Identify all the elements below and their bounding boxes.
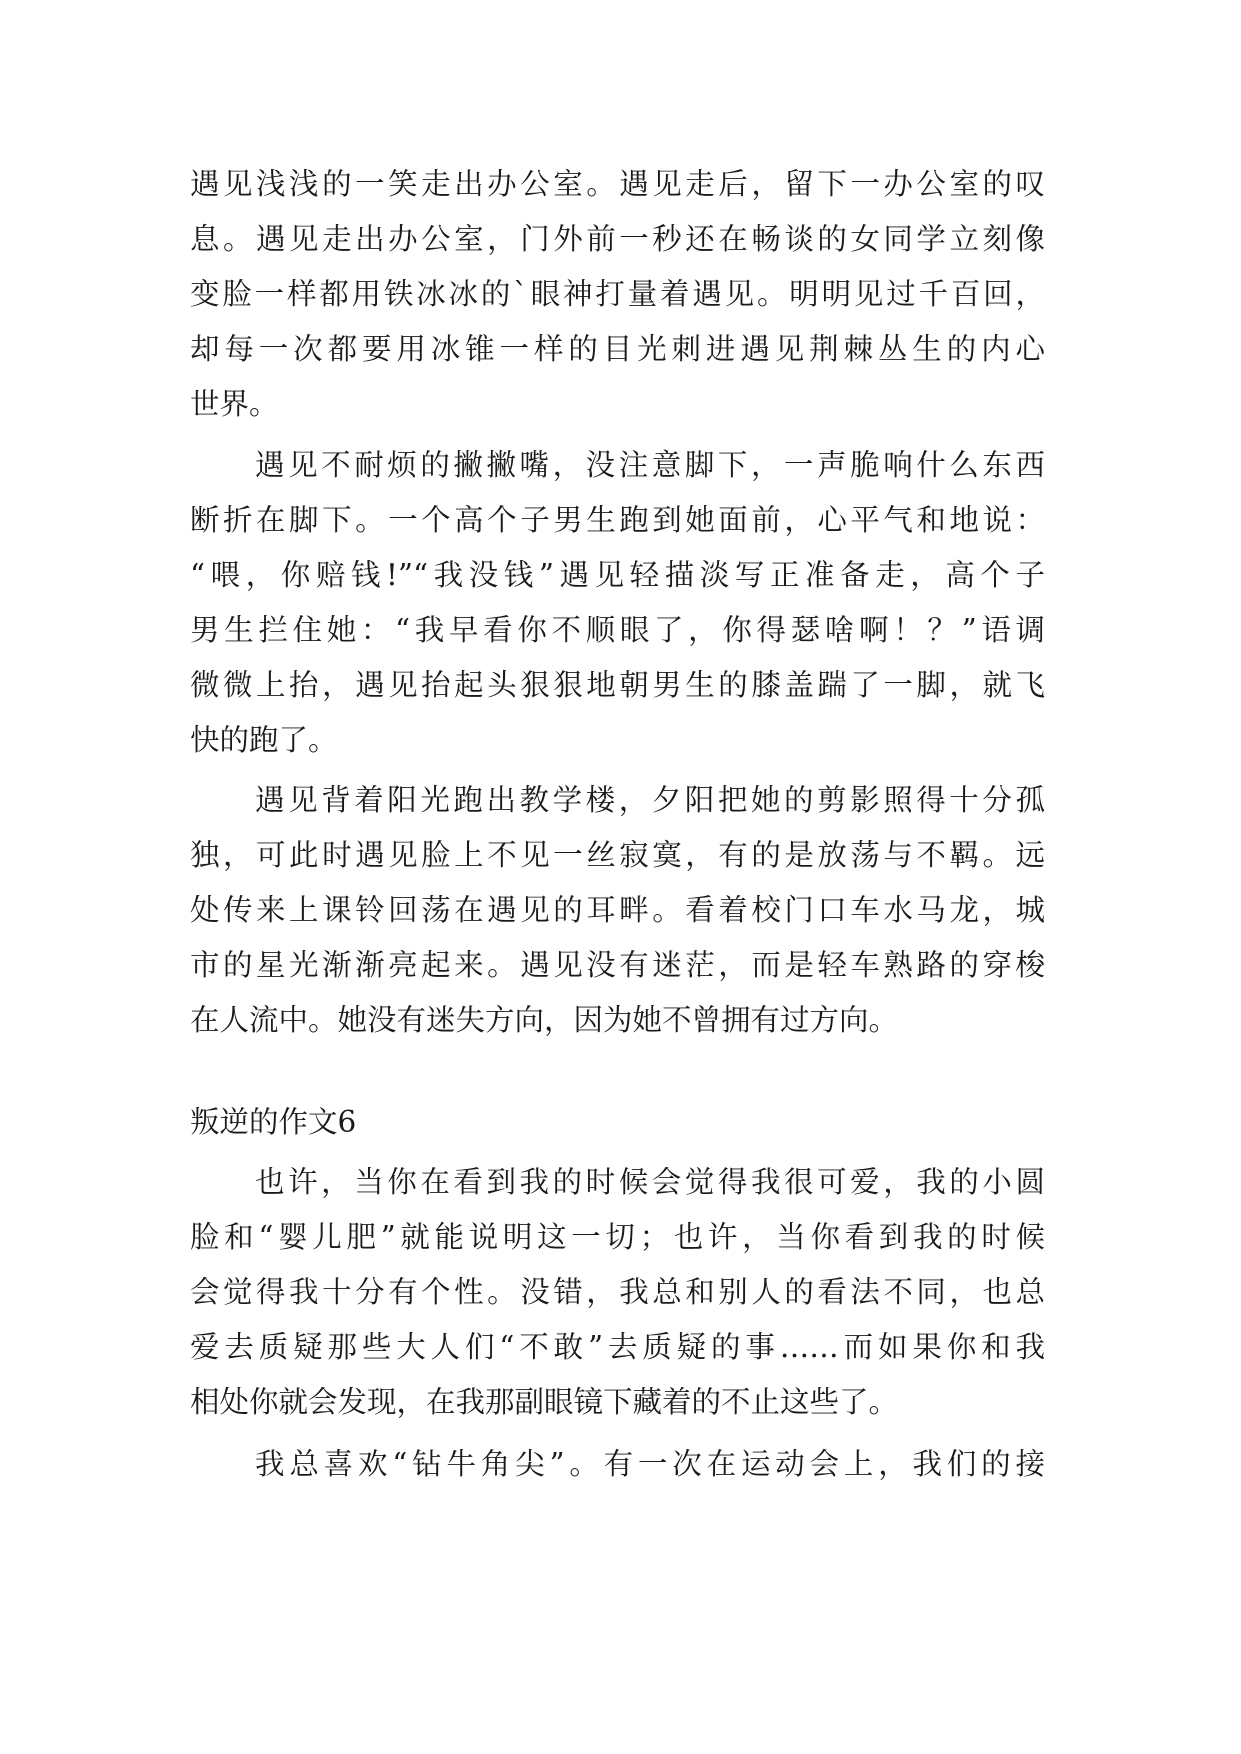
text-line: 男生拦住她：“我早看你不顺眼了，你得瑟啥啊！？”语调 xyxy=(190,613,1045,647)
text-line: 市的星光渐渐亮起来。遇见没有迷茫，而是轻车熟路的穿梭 xyxy=(190,948,1045,982)
text-line: 处传来上课铃回荡在遇见的耳畔。看着校门口车水马龙，城 xyxy=(190,893,1045,927)
text-line: 爱去质疑那些大人们“不敢”去质疑的事……而如果你和我 xyxy=(190,1330,1045,1364)
text-line: 快的跑了。 xyxy=(190,723,338,757)
text-line: 微微上抬，遇见抬起头狠狠地朝男生的膝盖踹了一脚，就飞 xyxy=(190,668,1045,702)
text-line: “喂，你赔钱!”“我没钱”遇见轻描淡写正准备走，高个子 xyxy=(190,558,1045,592)
text-line: 脸和“婴儿肥”就能说明这一切；也许，当你看到我的时候 xyxy=(190,1220,1045,1254)
paragraph-first-line: 遇见背着阳光跑出教学楼，夕阳把她的剪影照得十分孤 xyxy=(255,783,1045,817)
text-line: 却每一次都要用冰锥一样的目光刺进遇见荆棘丛生的内心 xyxy=(190,332,1045,366)
text-line: 独，可此时遇见脸上不见一丝寂寞，有的是放荡与不羁。远 xyxy=(190,838,1045,872)
text-line: 世界。 xyxy=(190,387,279,421)
paragraph-first-line: 也许，当你在看到我的时候会觉得我很可爱，我的小圆 xyxy=(255,1165,1045,1199)
text-line: 遇见浅浅的一笑走出办公室。遇见走后，留下一办公室的叹 xyxy=(190,167,1045,201)
paragraph-first-line: 遇见不耐烦的撇撇嘴，没注意脚下，一声脆响什么东西 xyxy=(255,448,1045,482)
section-heading: 叛逆的作文6 xyxy=(190,1105,357,1139)
text-line: 断折在脚下。一个高个子男生跑到她面前，心平气和地说： xyxy=(190,503,1045,537)
text-line: 变脸一样都用铁冰冰的`眼神打量着遇见。明明见过千百回， xyxy=(190,277,1045,311)
text-line: 息。遇见走出办公室，门外前一秒还在畅谈的女同学立刻像 xyxy=(190,222,1045,256)
text-line: 相处你就会发现，在我那副眼镜下藏着的不止这些了。 xyxy=(190,1385,899,1419)
text-line: 在人流中。她没有迷失方向，因为她不曾拥有过方向。 xyxy=(190,1003,899,1037)
text-line: 会觉得我十分有个性。没错，我总和别人的看法不同，也总 xyxy=(190,1275,1045,1309)
paragraph-first-line: 我总喜欢“钻牛角尖”。有一次在运动会上，我们的接 xyxy=(255,1447,1045,1481)
